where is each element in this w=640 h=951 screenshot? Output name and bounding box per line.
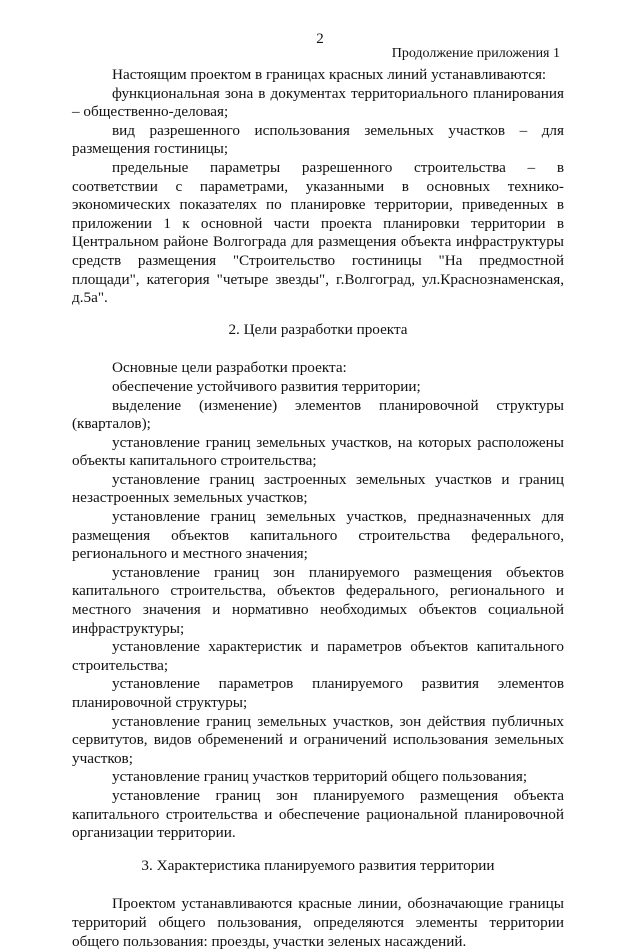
- paragraph: предельные параметры разрешенного строительства – в соответствии с параметрами, указанными в основных технико-экономических показателях по планировке территории, приведенных в приложении 1 к основной части проекта планировки территории в Центральном районе Волгограда для размещения объекта инфраструктуры средств размещения "Строительство гостиницы "На предмостной площади", категория "четыре звезды", г.Волгоград, ул.Краснознаменская, д.5а".: [72, 158, 564, 307]
- paragraph: установление границ земельных участков, зон действия публичных сервитутов, видов обременений и ограничений использования земельных участков;: [72, 712, 564, 767]
- paragraph: вид разрешенного использования земельных участков – для размещения гостиницы;: [72, 121, 564, 158]
- document-body: [72, 66, 564, 951]
- paragraph: установление параметров планируемого развития элементов планировочной структуры;: [72, 675, 564, 711]
- paragraph: установление границ зон планируемого размещения объекта капитального строительства и обеспечение рациональной планировочной организации территории.: [72, 786, 564, 842]
- paragraph: установление границ земельных участков, на которых расположены объекты капитального строительства;: [72, 433, 564, 470]
- paragraph: установление характеристик и параметров объектов капитального строительства;: [72, 638, 564, 674]
- paragraph: установление границ застроенных земельных участков и границ незастроенных земельных участков;: [72, 470, 564, 507]
- section-heading: 2. Цели разработки проекта: [228, 320, 408, 338]
- paragraph: установление границ зон планируемого размещения объектов капитального строительства, объектов федерального, регионального и местного значения и нормативно необходимых объектов социальной инфраструктуры;: [72, 563, 564, 637]
- paragraph: функциональная зона в документах территориального планирования – общественно-деловая;: [72, 84, 564, 121]
- paragraph: Проектом устанавливаются красные линии, обозначающие границы территорий общего пользования, определяются элементы территории общего пользования: проезды, участки зеленых насаждений.: [72, 895, 564, 950]
- section-heading: 3. Характеристика планируемого развития территории: [141, 856, 495, 874]
- paragraph: Основные цели разработки проекта:: [112, 359, 347, 377]
- page-number: 2: [316, 31, 324, 47]
- paragraph: установление границ участков территорий общего пользования;: [112, 768, 528, 786]
- paragraph: установление границ земельных участков, предназначенных для размещения объектов капитального строительства федерального, регионального и местного значения;: [72, 508, 564, 563]
- paragraph: обеспечение устойчивого развития территории;: [112, 377, 421, 395]
- paragraph: выделение (изменение) элементов планировочной структуры (кварталов);: [72, 396, 564, 433]
- paragraph: Настоящим проектом в границах красных линий устанавливаются:: [112, 66, 547, 83]
- appendix-continuation-note: Продолжение приложения 1: [391, 46, 560, 61]
